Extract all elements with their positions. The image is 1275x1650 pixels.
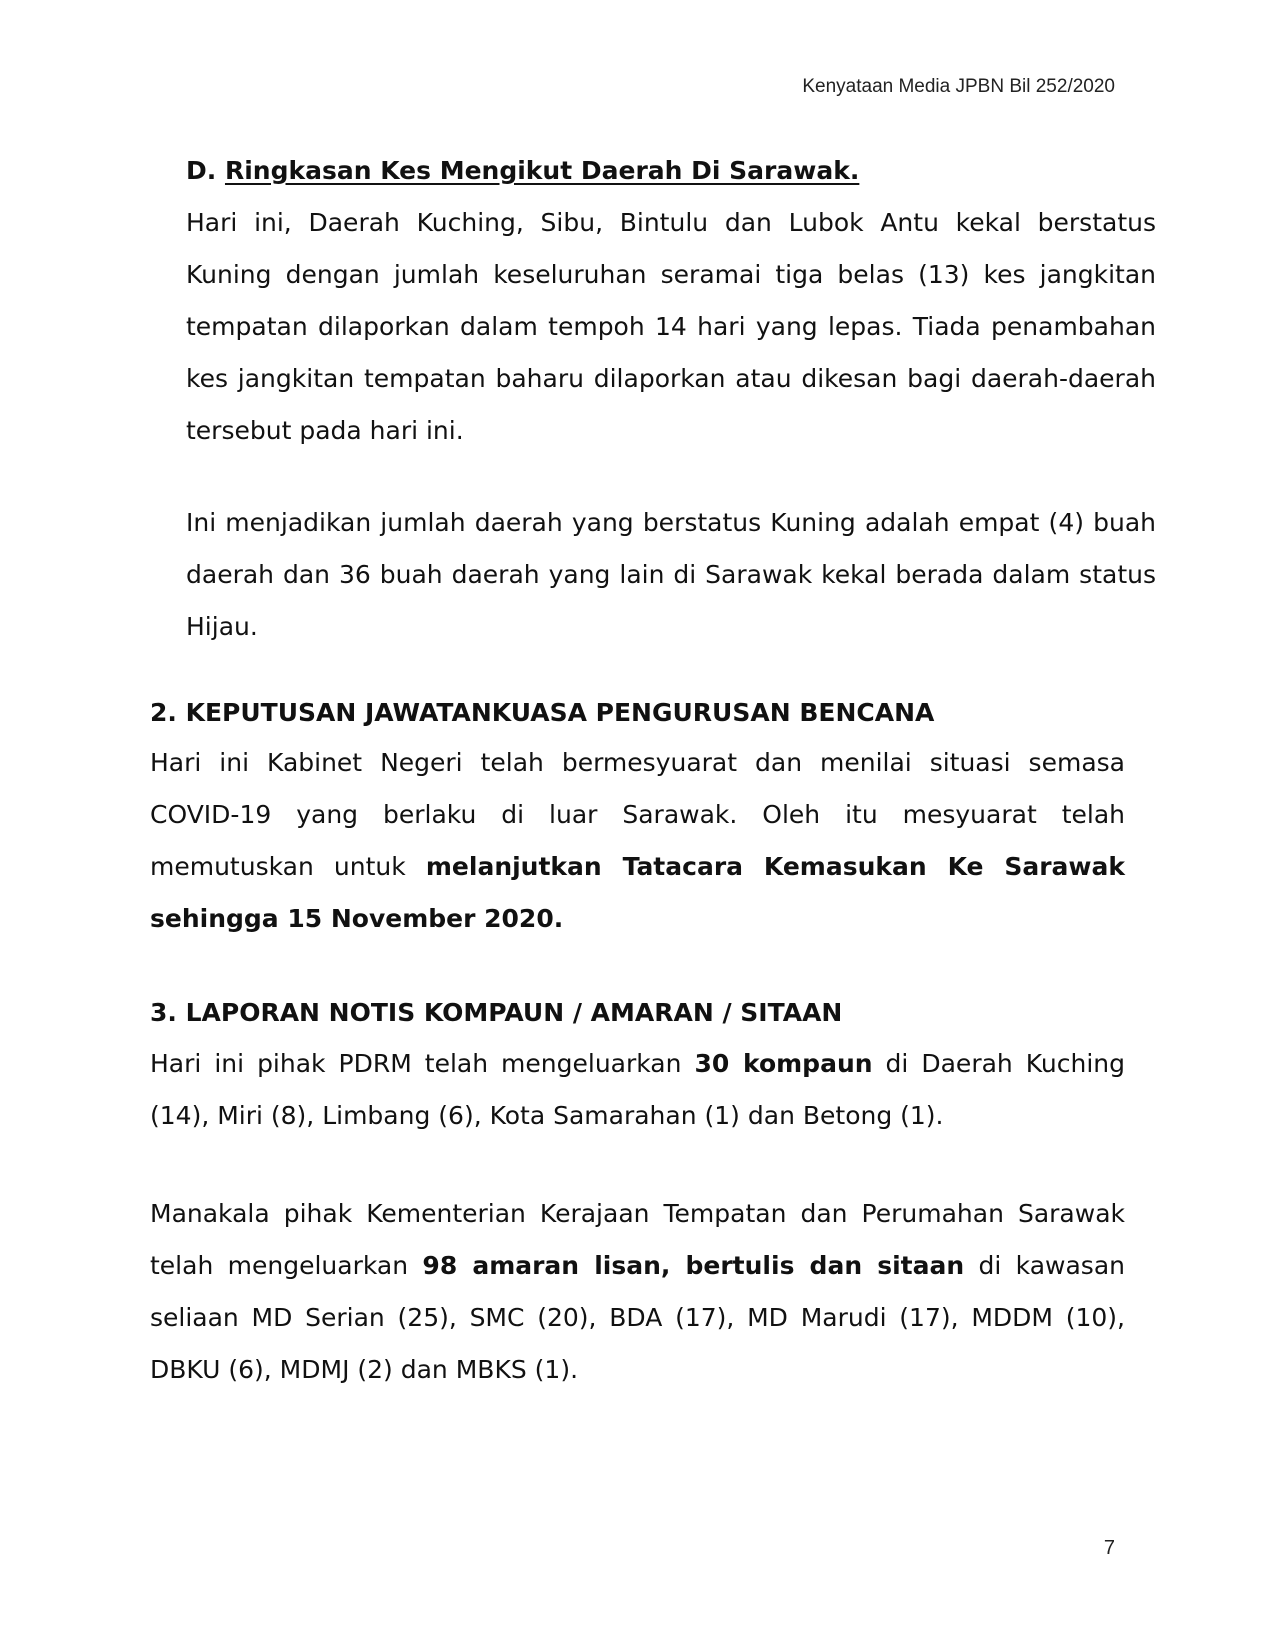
section-d-prefix: D. <box>186 156 217 185</box>
page-number: 7 <box>1103 1537 1115 1559</box>
section-3-paragraph-2 <box>150 1188 1125 1396</box>
document-header: Kenyataan Media JPBN Bil 252/2020 <box>802 76 1115 97</box>
section-2-bold-text: melanjutkan Tatacara Kemasukan Ke Sarawak sehingga 15 November 2020. <box>150 852 1125 933</box>
section-2-heading: 2. KEPUTUSAN JAWATANKUASA PENGURUSAN BENCANA <box>150 698 935 727</box>
section-d-paragraph-2: Ini menjadikan jumlah daerah yang berstatus Kuning adalah empat (4) buah daerah dan 36 buah daerah yang lain di Sarawak kekal berada dalam status Hijau. <box>186 508 1156 641</box>
section-2-paragraph <box>150 737 1125 945</box>
section-d-title: Ringkasan Kes Mengikut Daerah Di Sarawak. <box>224 156 860 185</box>
section-d-paragraph-1: Hari ini, Daerah Kuching, Sibu, Bintulu dan Lubok Antu kekal berstatus Kuning dengan jumlah keseluruhan seramai tiga belas (13) kes jangkitan tempatan dilaporkan dalam tempoh 14 hari yang lepas. Tiada penambahan kes jangkitan tempatan baharu dilaporkan atau dikesan bagi daerah-daerah tersebut pada hari ini. <box>186 208 1156 445</box>
section-3-heading: 3. LAPORAN NOTIS KOMPAUN / AMARAN / SITAAN <box>150 998 843 1027</box>
section-3-p2-text-b: di kawasan seliaan MD Serian (25), SMC (20), BDA (17), MD Marudi (17), MDDM (10), DBKU (6), MDMJ (2) dan MBKS (1). <box>150 1251 1125 1384</box>
section-2-text: Hari ini Kabinet Negeri telah bermesyuarat dan menilai situasi semasa COVID-19 yang berlaku di luar Sarawak. Oleh itu mesyuarat telah memutuskan untuk <box>150 748 1125 881</box>
section-3-paragraph-1 <box>150 1038 1125 1142</box>
section-3-p2-bold: 98 amaran lisan, bertulis dan sitaan <box>422 1251 965 1280</box>
section-3-p2-text-a: Manakala pihak Kementerian Kerajaan Tempatan dan Perumahan Sarawak telah mengeluarkan <box>150 1199 1125 1280</box>
section-3-p1-text-a: Hari ini pihak PDRM telah mengeluarkan <box>150 1049 695 1078</box>
section-d-heading <box>186 145 1156 197</box>
section-3-p1-text-b: di Daerah Kuching (14), Miri (8), Limbang (6), Kota Samarahan (1) dan Betong (1). <box>150 1049 1125 1130</box>
section-3-p1-bold: 30 kompaun <box>694 1049 873 1078</box>
